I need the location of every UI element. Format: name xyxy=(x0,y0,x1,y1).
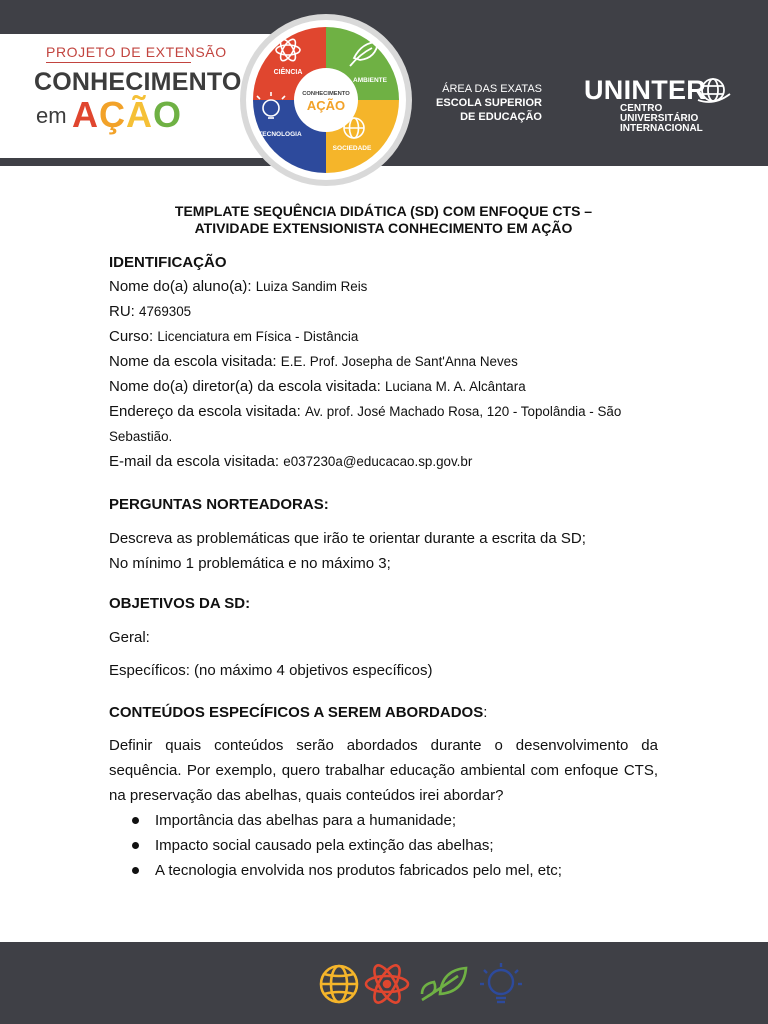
email-label: E-mail da escola visitada: xyxy=(109,453,284,470)
document-title xyxy=(109,203,658,237)
conteudos-heading-colon: : xyxy=(483,704,488,721)
uninter-sub-line2: UNIVERSITÁRIO xyxy=(620,113,699,124)
diretor-line xyxy=(109,378,658,396)
ru-value: 4769305 xyxy=(139,304,192,319)
bullet-dot xyxy=(132,867,139,874)
list-item xyxy=(109,833,658,858)
project-label-underline xyxy=(46,62,191,63)
objetivos-geral: Geral: xyxy=(109,629,150,646)
project-label: PROJETO DE EXTENSÃO xyxy=(46,44,227,60)
objetivos-heading: OBJETIVOS DA SD: xyxy=(109,595,251,612)
wheel-label-ciencia: CIÊNCIA xyxy=(273,69,303,76)
diretor-label: Nome do(a) diretor(a) da escola visitada: xyxy=(109,378,385,395)
document-body xyxy=(109,203,658,883)
area-exatas-line3: DE EDUCAÇÃO xyxy=(460,111,542,123)
aluno-value: Luiza Sandim Reis xyxy=(255,279,368,294)
header-banner xyxy=(0,0,768,166)
brand-main-text: CONHECIMENTO xyxy=(34,68,242,96)
curso-line xyxy=(109,328,658,346)
brand-acao-letter: O xyxy=(153,94,183,135)
list-item-text: A tecnologia envolvida nos produtos fabricados pelo mel, etc; xyxy=(155,862,562,879)
endereco-value-line2: Sebastião. xyxy=(109,429,173,444)
conteudos-heading-text: CONTEÚDOS ESPECÍFICOS A SEREM ABORDADOS xyxy=(109,704,484,721)
uninter-logo xyxy=(584,75,707,134)
wheel-label-sociedade: SOCIEDADE xyxy=(332,145,372,152)
curso-value: Licenciatura em Física - Distância xyxy=(157,329,359,344)
perguntas-line2: No mínimo 1 problemática e no máximo 3; xyxy=(109,555,391,572)
escola-label: Nome da escola visitada: xyxy=(109,353,281,370)
wheel-center-top: CONHECIMENTO xyxy=(302,91,350,97)
endereco-label: Endereço da escola visitada: xyxy=(109,403,305,420)
ru-label: RU: xyxy=(109,303,139,320)
email-line xyxy=(109,453,658,471)
conteudos-heading xyxy=(109,704,658,721)
brand-acao-letter: Ã xyxy=(126,94,153,135)
lightbulb-icon xyxy=(476,960,526,1008)
objetivos-especificos: Específicos: (no máximo 4 objetivos específicos) xyxy=(109,662,433,679)
atom-icon xyxy=(362,960,412,1008)
endereco-line xyxy=(109,403,658,421)
leaf-icon xyxy=(418,960,468,1008)
curso-label: Curso: xyxy=(109,328,158,345)
email-value: e037230a@educacao.sp.gov.br xyxy=(283,454,473,469)
knowledge-wheel-logo xyxy=(236,10,416,190)
bullet-dot xyxy=(132,842,139,849)
wheel-label-tecnologia: TECNOLOGIA xyxy=(258,131,302,138)
area-exatas-line2: ESCOLA SUPERIOR xyxy=(436,97,542,109)
ru-line xyxy=(109,303,658,321)
aluno-label: Nome do(a) aluno(a): xyxy=(109,278,256,295)
uninter-name: UNINTER xyxy=(584,75,707,105)
escola-value: E.E. Prof. Josepha de Sant'Anna Neves xyxy=(280,354,518,369)
list-item-text: Importância das abelhas para a humanidade; xyxy=(155,812,457,829)
globe-icon xyxy=(314,960,364,1008)
document-title-line2: ATIVIDADE EXTENSIONISTA CONHECIMENTO EM AÇÃO xyxy=(194,220,573,236)
uninter-sub-line1: CENTRO xyxy=(620,103,663,114)
brand-acao-letter: A xyxy=(72,94,99,135)
uninter-globe-icon xyxy=(696,76,732,106)
brand-acao-letter: Ç xyxy=(99,94,126,135)
perguntas-heading: PERGUNTAS NORTEADORAS: xyxy=(109,496,329,513)
knowledge-wheel-graphic xyxy=(236,10,416,190)
conteudos-list xyxy=(109,808,658,883)
brand-acao-text xyxy=(72,94,182,136)
uninter-sub-line3: INTERNACIONAL xyxy=(620,123,703,134)
area-exatas-block xyxy=(424,82,542,124)
list-item xyxy=(109,858,658,883)
wheel-label-ambiente: AMBIENTE xyxy=(353,77,387,84)
list-item xyxy=(109,808,658,833)
endereco-value-line1: Av. prof. José Machado Rosa, 120 - Topolândia - São xyxy=(304,404,622,419)
list-item-text: Impacto social causado pela extinção das abelhas; xyxy=(155,837,494,854)
endereco-line-2 xyxy=(109,428,658,446)
bullet-dot xyxy=(132,817,139,824)
document-title-line1: TEMPLATE SEQUÊNCIA DIDÁTICA (SD) COM ENFOQUE CTS – xyxy=(174,203,593,219)
area-exatas-line1: ÁREA DAS EXATAS xyxy=(442,83,542,95)
perguntas-line1: Descreva as problemáticas que irão te orientar durante a escrita da SD; xyxy=(109,530,586,547)
diretor-value: Luciana M. A. Alcântara xyxy=(384,379,526,394)
conteudos-paragraph: Definir quais conteúdos serão abordados durante o desenvolvimento da sequência. Por exemplo, quero trabalhar educação ambiental com enfoque CTS, na preservação das abelhas, quais conteúdos irei abordar? xyxy=(109,737,658,804)
brand-em-text: em xyxy=(36,103,67,128)
wheel-center-bottom: AÇÃO xyxy=(306,98,346,113)
aluno-line xyxy=(109,278,658,296)
identificacao-heading: IDENTIFICAÇÃO xyxy=(109,254,227,271)
escola-line xyxy=(109,353,658,371)
footer-banner xyxy=(0,942,768,1024)
uninter-subtitle xyxy=(620,104,720,134)
